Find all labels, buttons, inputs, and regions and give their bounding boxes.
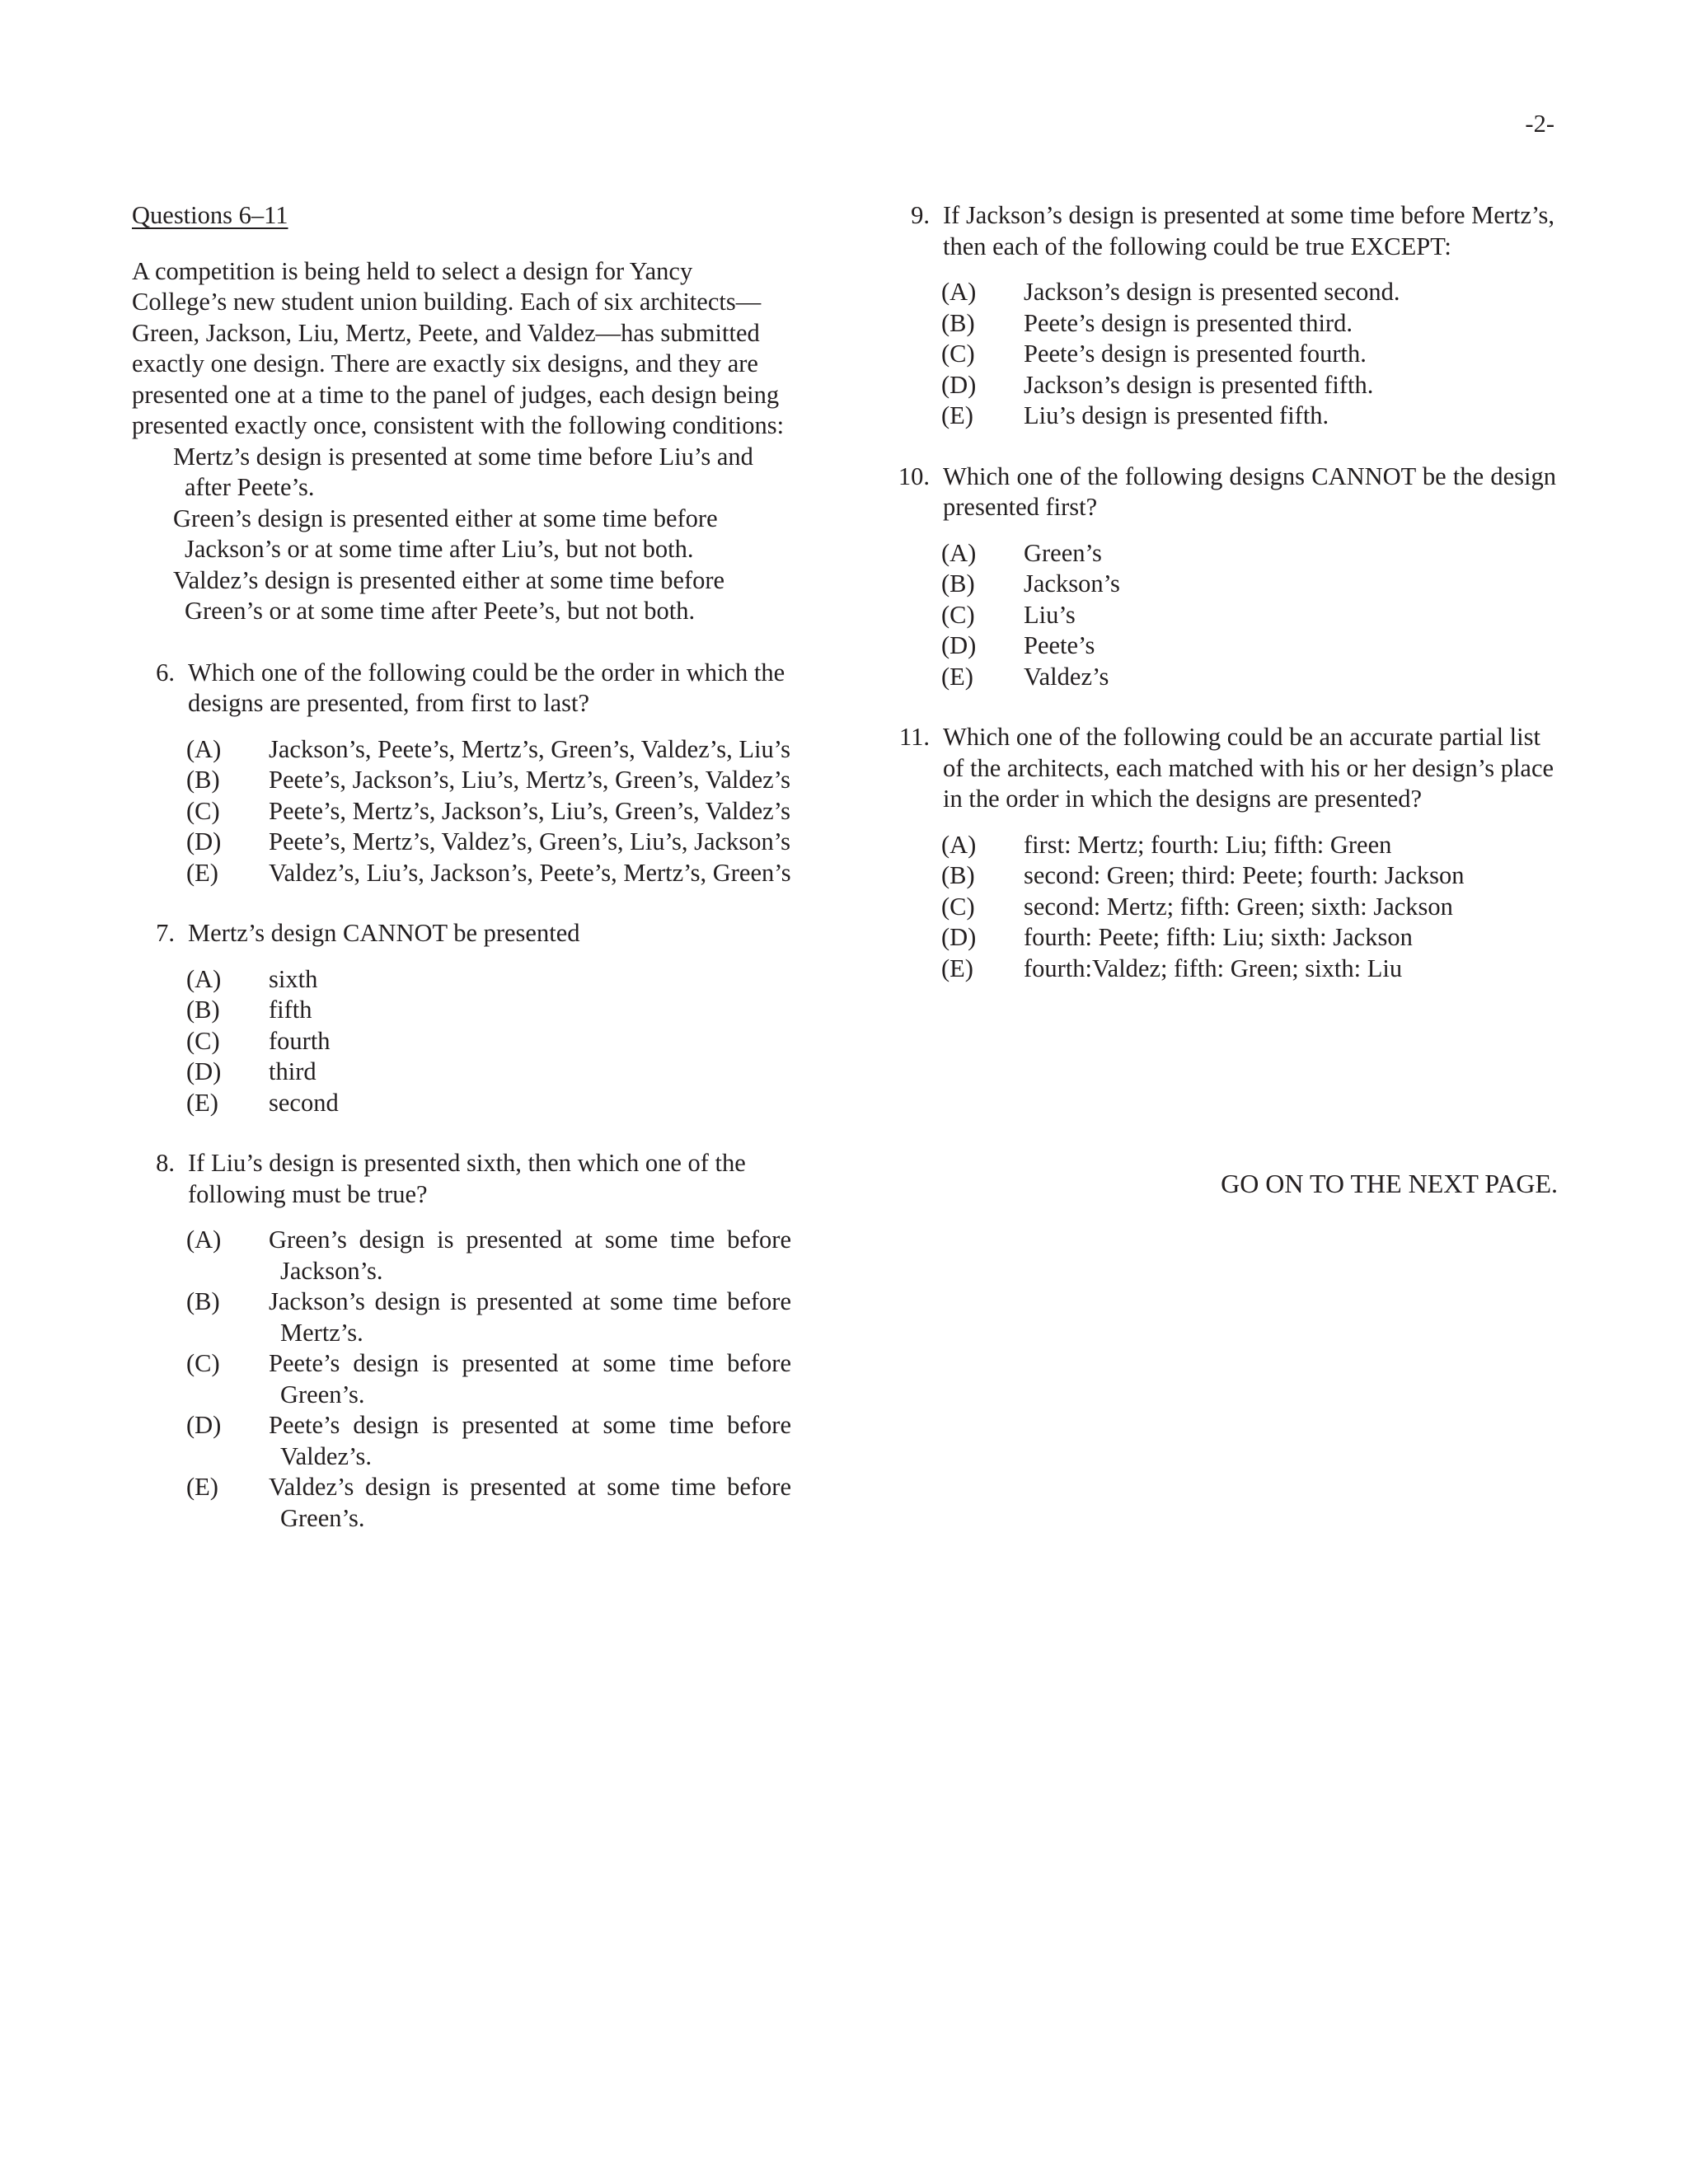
choice-letter: (D) bbox=[941, 923, 977, 951]
question-11 bbox=[880, 722, 1556, 984]
question-7 bbox=[132, 918, 791, 1118]
choice-text: Peete’s, Mertz’s, Valdez’s, Green’s, Liu’s, Jackson’s bbox=[269, 827, 791, 855]
choice-letter: (B) bbox=[941, 861, 975, 889]
answer-choice bbox=[132, 964, 791, 996]
choice-text: Peete’s design is presented third. bbox=[1024, 308, 1353, 337]
choice-text: fourth: Peete; fifth: Liu; sixth: Jackson bbox=[1024, 923, 1413, 951]
question-stem: Which one of the following could be the order in which the designs are presented, from first to last? bbox=[188, 658, 785, 717]
question-number: 7. bbox=[156, 919, 175, 947]
choice-text: third bbox=[269, 1057, 316, 1085]
answer-choice bbox=[880, 401, 1556, 432]
choice-text: Jackson’s design is presented at some time before Mertz’s. bbox=[269, 1287, 791, 1347]
choice-letter: (C) bbox=[186, 796, 220, 825]
choice-text: Liu’s bbox=[1024, 600, 1076, 629]
question-6 bbox=[132, 658, 791, 889]
answer-choice bbox=[132, 1225, 791, 1286]
question-stem: Which one of the following designs CANNOT be the design presented first? bbox=[943, 462, 1556, 521]
question-10 bbox=[880, 462, 1556, 693]
left-column bbox=[132, 200, 791, 1563]
choice-letter: (C) bbox=[941, 600, 975, 629]
answer-choice bbox=[132, 1286, 791, 1348]
choice-letter: (D) bbox=[186, 1411, 222, 1439]
answer-choice bbox=[132, 1088, 791, 1119]
choice-text: Peete’s bbox=[1024, 631, 1095, 659]
condition: Valdez’s design is presented either at some time before Green’s or at some time after Peete’s, but not both. bbox=[173, 565, 725, 625]
page-number: -2- bbox=[1525, 110, 1554, 138]
answer-choice bbox=[880, 308, 1556, 340]
choice-letter: (C) bbox=[186, 1349, 220, 1377]
choice-letter: (E) bbox=[186, 858, 218, 887]
answer-choices bbox=[132, 734, 791, 889]
answer-choices bbox=[880, 538, 1556, 693]
choice-letter: (E) bbox=[941, 662, 973, 691]
question-stem: Mertz’s design CANNOT be presented bbox=[188, 919, 580, 947]
answer-choice bbox=[132, 1410, 791, 1472]
answer-choice bbox=[880, 830, 1556, 861]
section-heading: Questions 6–11 bbox=[132, 201, 288, 229]
choice-text: Peete’s, Jackson’s, Liu’s, Mertz’s, Green’s, Valdez’s bbox=[269, 766, 791, 794]
choice-text: Jackson’s design is presented fifth. bbox=[1024, 370, 1374, 399]
answer-choice bbox=[880, 662, 1556, 693]
choice-letter: (B) bbox=[941, 569, 975, 598]
passage: A competition is being held to select a design for Yancy College’s new student union building. Each of six architects—Green, Jackson, Liu, Mertz, Peete, and Valdez—has submitted exactly one design. There are exactly six designs, and they are presented one at a time to the panel of judges, each design being presented exactly once, consistent with the following conditions: bbox=[132, 256, 785, 439]
question-number: 8. bbox=[156, 1149, 175, 1177]
answer-choices bbox=[132, 964, 791, 1119]
condition: Green’s design is presented either at some time before Jackson’s or at some time after Liu’s, but not both. bbox=[173, 504, 718, 563]
question-number: 10. bbox=[898, 462, 930, 490]
choice-letter: (D) bbox=[186, 1057, 222, 1085]
choice-letter: (B) bbox=[941, 308, 975, 337]
answer-choices bbox=[880, 277, 1556, 432]
answer-choice bbox=[880, 538, 1556, 569]
choice-letter: (B) bbox=[186, 996, 220, 1024]
choice-text: Valdez’s design is presented at some time before Green’s. bbox=[269, 1473, 791, 1532]
choice-letter: (D) bbox=[941, 631, 977, 659]
answer-choice bbox=[880, 922, 1556, 954]
choice-text: sixth bbox=[269, 964, 318, 993]
answer-choice bbox=[132, 1472, 791, 1534]
choice-letter: (A) bbox=[186, 734, 222, 763]
choice-letter: (C) bbox=[186, 1026, 220, 1055]
choice-letter: (C) bbox=[941, 340, 975, 368]
conditions-list bbox=[132, 442, 791, 627]
choice-letter: (A) bbox=[186, 964, 222, 993]
question-9 bbox=[880, 200, 1556, 432]
question-stem: If Liu’s design is presented sixth, then which one of the following must be true? bbox=[188, 1149, 746, 1208]
choice-letter: (D) bbox=[186, 827, 222, 855]
answer-choice bbox=[880, 339, 1556, 370]
choice-text: Valdez’s, Liu’s, Jackson’s, Peete’s, Mertz’s, Green’s bbox=[269, 858, 791, 887]
choice-text: Jackson’s, Peete’s, Mertz’s, Green’s, Valdez’s, Liu’s bbox=[269, 734, 791, 763]
choice-text: fourth bbox=[269, 1026, 331, 1055]
question-number: 11. bbox=[899, 723, 930, 751]
choice-text: Valdez’s bbox=[1024, 662, 1109, 691]
answer-choice bbox=[880, 600, 1556, 631]
choice-text: second: Green; third: Peete; fourth: Jackson bbox=[1024, 861, 1465, 889]
answer-choice bbox=[880, 569, 1556, 600]
answer-choice bbox=[132, 734, 791, 766]
answer-choice bbox=[880, 370, 1556, 401]
question-number: 9. bbox=[911, 201, 930, 229]
choice-text: fifth bbox=[269, 996, 312, 1024]
answer-choice bbox=[132, 1348, 791, 1410]
answer-choice bbox=[880, 892, 1556, 923]
answer-choice bbox=[880, 860, 1556, 892]
choice-letter: (C) bbox=[941, 892, 975, 921]
answer-choice bbox=[132, 858, 791, 889]
answer-choice bbox=[880, 630, 1556, 662]
answer-choices bbox=[880, 830, 1556, 985]
choice-letter: (E) bbox=[186, 1088, 218, 1117]
question-8 bbox=[132, 1148, 791, 1534]
choice-letter: (A) bbox=[941, 830, 977, 859]
answer-choice bbox=[880, 277, 1556, 308]
go-on-footer: GO ON TO THE NEXT PAGE. bbox=[1221, 1169, 1558, 1198]
answer-choice bbox=[132, 796, 791, 827]
answer-choice bbox=[132, 1057, 791, 1088]
answer-choice bbox=[132, 827, 791, 858]
choice-text: first: Mertz; fourth: Liu; fifth: Green bbox=[1024, 830, 1392, 859]
choice-letter: (E) bbox=[941, 401, 973, 429]
condition: Mertz’s design is presented at some time before Liu’s and after Peete’s. bbox=[173, 442, 753, 501]
choice-text: fourth:Valdez; fifth: Green; sixth: Liu bbox=[1024, 954, 1403, 982]
choice-text: Liu’s design is presented fifth. bbox=[1024, 401, 1329, 429]
answer-choice bbox=[132, 1026, 791, 1057]
answer-choice bbox=[880, 954, 1556, 985]
choice-text: Peete’s, Mertz’s, Jackson’s, Liu’s, Green’s, Valdez’s bbox=[269, 796, 791, 825]
choice-text: Green’s bbox=[1024, 538, 1102, 567]
choice-text: Green’s design is presented at some time before Jackson’s. bbox=[269, 1226, 791, 1285]
question-stem: If Jackson’s design is presented at some time before Mertz’s, then each of the following could be true EXCEPT: bbox=[943, 201, 1554, 260]
choice-letter: (D) bbox=[941, 370, 977, 399]
choice-text: Jackson’s design is presented second. bbox=[1024, 278, 1400, 306]
choice-text: second: Mertz; fifth: Green; sixth: Jackson bbox=[1024, 892, 1453, 921]
choice-letter: (B) bbox=[186, 1287, 220, 1315]
choice-letter: (E) bbox=[186, 1473, 218, 1501]
choice-letter: (E) bbox=[941, 954, 973, 982]
answer-choice bbox=[132, 765, 791, 796]
choice-letter: (B) bbox=[186, 766, 220, 794]
choice-letter: (A) bbox=[941, 538, 977, 567]
answer-choice bbox=[132, 995, 791, 1026]
right-column bbox=[880, 200, 1556, 1014]
choice-text: Peete’s design is presented at some time before Green’s. bbox=[269, 1349, 791, 1408]
choice-text: Peete’s design is presented at some time before Valdez’s. bbox=[269, 1411, 791, 1470]
choice-letter: (A) bbox=[941, 278, 977, 306]
choice-text: Peete’s design is presented fourth. bbox=[1024, 340, 1367, 368]
choice-text: Jackson’s bbox=[1024, 569, 1120, 598]
choice-letter: (A) bbox=[186, 1226, 222, 1254]
answer-choices bbox=[132, 1225, 791, 1534]
choice-text: second bbox=[269, 1088, 339, 1117]
question-stem: Which one of the following could be an accurate partial list of the architects, each matched with his or her design’s place in the order in which the designs are presented? bbox=[943, 723, 1554, 813]
question-number: 6. bbox=[156, 658, 175, 687]
